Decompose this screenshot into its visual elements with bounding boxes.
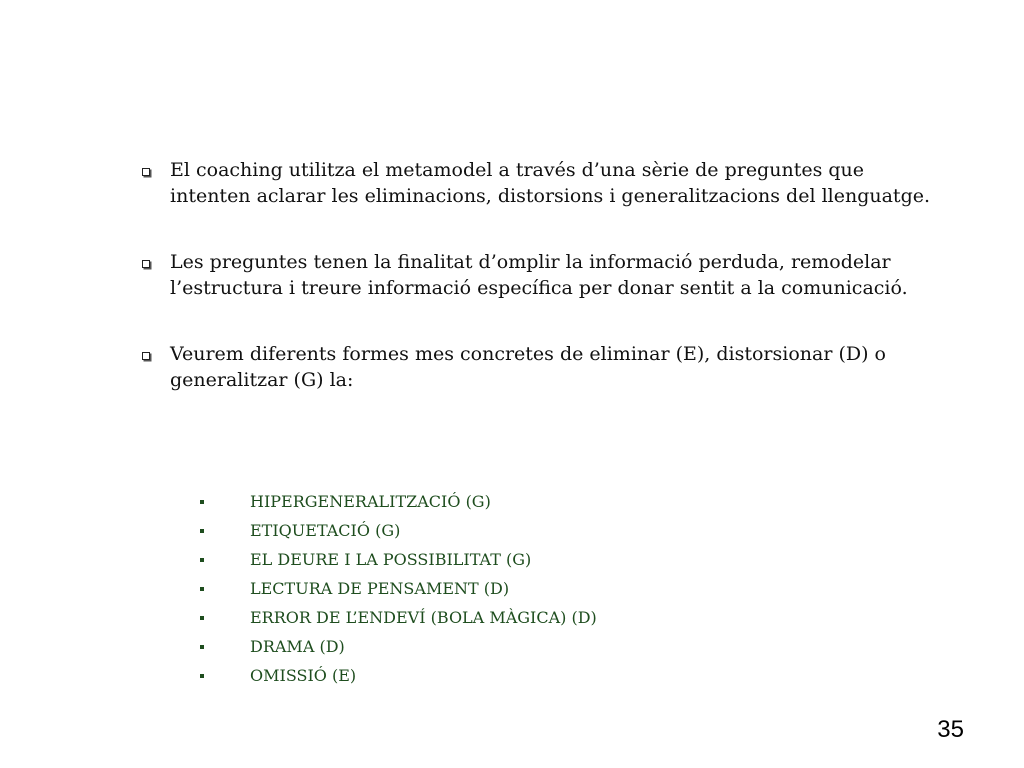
page-number: 35: [937, 716, 964, 743]
sub-item: [200, 516, 597, 545]
small-square-bullet-icon: [200, 645, 204, 649]
sub-item: [200, 632, 597, 661]
sub-item-text: ETIQUETACIÓ (G): [250, 521, 401, 540]
sub-item-text: EL DEURE I LA POSSIBILITAT (G): [250, 550, 532, 569]
square-bullet-icon: [142, 168, 150, 176]
sub-item-text: DRAMA (D): [250, 637, 345, 656]
small-square-bullet-icon: [200, 529, 204, 533]
square-bullet-icon: [142, 260, 150, 268]
square-bullet-icon: [142, 352, 150, 360]
bullet-item: [140, 249, 940, 301]
sub-item: [200, 574, 597, 603]
small-square-bullet-icon: [200, 558, 204, 562]
sub-item: [200, 487, 597, 516]
bullet-item: [140, 157, 940, 209]
sub-item-list: [200, 487, 597, 690]
small-square-bullet-icon: [200, 587, 204, 591]
sub-item: [200, 603, 597, 632]
sub-item: [200, 545, 597, 574]
bullet-text: El coaching utilitza el metamodel a través d’una sèrie de preguntes que intenten aclarar les eliminacions, distorsions i generalitzacions del llenguatge.: [170, 159, 931, 207]
small-square-bullet-icon: [200, 500, 204, 504]
small-square-bullet-icon: [200, 616, 204, 620]
bullet-text: Les preguntes tenen la finalitat d’omplir la informació perduda, remodelar l’estructura i treure informació específica per donar sentit a la comunicació.: [170, 251, 908, 299]
small-square-bullet-icon: [200, 674, 204, 678]
sub-item-text: LECTURA DE PENSAMENT (D): [250, 579, 510, 598]
main-bullet-list: [140, 157, 940, 433]
sub-item: [200, 661, 597, 690]
sub-item-text: HIPERGENERALITZACIÓ (G): [250, 492, 491, 511]
bullet-text: Veurem diferents formes mes concretes de eliminar (E), distorsionar (D) o generalitzar (G) la:: [170, 343, 886, 391]
bullet-item: [140, 341, 940, 393]
sub-item-text: OMISSIÓ (E): [250, 666, 357, 685]
sub-item-text: ERROR DE L’ENDEVÍ (BOLA MÀGICA) (D): [250, 608, 597, 627]
